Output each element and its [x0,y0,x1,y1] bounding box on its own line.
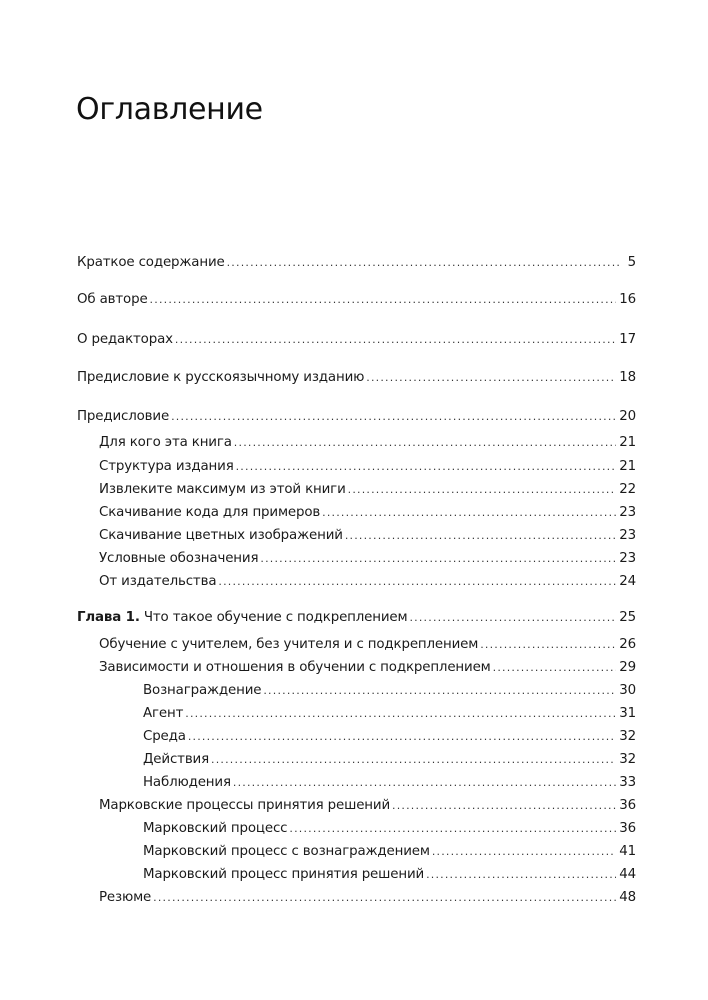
toc-entry-label: Марковский процесс с вознаграждением [143,844,430,859]
toc-entry-label: Действия [143,752,210,767]
toc-entry-page: 33 [619,775,636,790]
dot-leader [211,752,616,768]
toc-entry-page: 29 [619,660,636,675]
toc-entry-label: Условные обозначения [99,551,259,566]
dot-leader [234,435,616,451]
toc-entry-label: Структура издания [99,459,234,474]
toc-entry-label: Скачивание цветных изображений [99,528,343,543]
toc-entry-page: 32 [619,729,636,744]
toc-entry-page: 36 [619,798,636,813]
toc-entry [143,775,636,791]
toc-entry-label: Извлеките максимум из этой книги [99,482,346,497]
toc-entry-label: Предисловие к русскоязычному изданию [77,370,365,385]
toc-entry-page: 36 [619,821,636,836]
dot-leader [175,332,616,348]
toc-entry [99,660,636,676]
toc-entry-label: Наблюдения [143,775,231,790]
toc-entry [99,551,636,567]
toc-entry-page: 23 [619,505,636,520]
toc-entry-page: 41 [619,844,636,859]
dot-leader [432,844,616,860]
dot-leader [480,637,616,653]
toc-entry [143,706,636,722]
toc-entry-page: 20 [619,409,636,424]
dot-leader [289,821,616,837]
toc-entry [99,505,636,521]
dot-leader [426,867,616,883]
toc-entry [99,435,636,451]
toc-entry-label: Марковские процессы принятия решений [99,798,391,813]
dot-leader [263,683,616,699]
toc-entry-page: 16 [619,292,636,307]
toc-entry-page: 18 [619,370,636,385]
toc-entry-label: Среда [143,729,186,744]
toc-entry-page: 21 [619,435,636,450]
toc-entry-label: От издательства [99,574,217,589]
chapter-number: Глава 1. [77,610,140,625]
page-title: Оглавление [76,92,263,127]
toc-entry [77,409,636,425]
toc-entry-page: 23 [619,528,636,543]
toc-entry [143,683,636,699]
dot-leader [233,775,616,791]
toc-entry-page: 32 [619,752,636,767]
toc-entry [143,844,636,860]
dot-leader [366,370,616,386]
toc-entry-page: 5 [627,255,636,270]
toc-entry-label: О редакторах [77,332,173,347]
toc-entry [77,292,636,308]
dot-leader [493,660,617,676]
dot-leader [348,482,617,498]
toc-entry [99,890,636,906]
toc-entry-label: Агент [143,706,184,721]
toc-entry [143,729,636,745]
toc-entry [143,752,636,768]
toc-entry-label: Зависимости и отношения в обучении с подкреплением [99,660,491,675]
toc-entry-page: 48 [619,890,636,905]
toc-entry-page: 25 [619,610,636,625]
toc-entry-label: Скачивание кода для примеров [99,505,321,520]
dot-leader [185,706,616,722]
dot-leader [218,574,616,590]
toc-entry-page: 24 [619,574,636,589]
toc-entry [143,821,636,837]
dot-leader [322,505,616,521]
toc-entry [77,255,636,271]
toc-entry [77,370,636,386]
dot-leader [171,409,616,425]
toc-chapter-entry [77,610,636,626]
toc-entry [99,459,636,475]
toc-entry [77,332,636,348]
toc-entry-page: 26 [619,637,636,652]
toc-entry [99,637,636,653]
toc-entry-page: 22 [619,482,636,497]
dot-leader [345,528,616,544]
toc-entry-label: Для кого эта книга [99,435,232,450]
toc-entry-page: 21 [619,459,636,474]
toc-entry [99,482,636,498]
toc-entry [99,574,636,590]
dot-leader [188,729,616,745]
dot-leader [392,798,616,814]
dot-leader [227,255,619,271]
toc-entry-label: Об авторе [77,292,148,307]
toc-entry [99,528,636,544]
toc-entry-label: Предисловие [77,409,170,424]
toc-entry-label: Марковский процесс принятия решений [143,867,425,882]
dot-leader [260,551,616,567]
toc-entry-label: Краткое содержание [77,255,225,270]
toc-entry-label: Вознаграждение [143,683,262,698]
toc-entry [99,798,636,814]
dot-leader [153,890,616,906]
chapter-title: Что такое обучение с подкреплением [143,610,408,625]
toc-entry-label [77,610,407,626]
toc-entry [143,867,636,883]
toc-entry-page: 23 [619,551,636,566]
toc-entry-page: 31 [619,706,636,721]
toc-entry-page: 17 [619,332,636,347]
toc-entry-label: Резюме [99,890,152,905]
dot-leader [236,459,617,475]
dot-leader [409,610,616,626]
toc-entry-label: Марковский процесс [143,821,288,836]
toc-entry-label: Обучение с учителем, без учителя и с подкреплением [99,637,479,652]
dot-leader [150,292,617,308]
toc-entry-page: 30 [619,683,636,698]
toc-entry-page: 44 [619,867,636,882]
